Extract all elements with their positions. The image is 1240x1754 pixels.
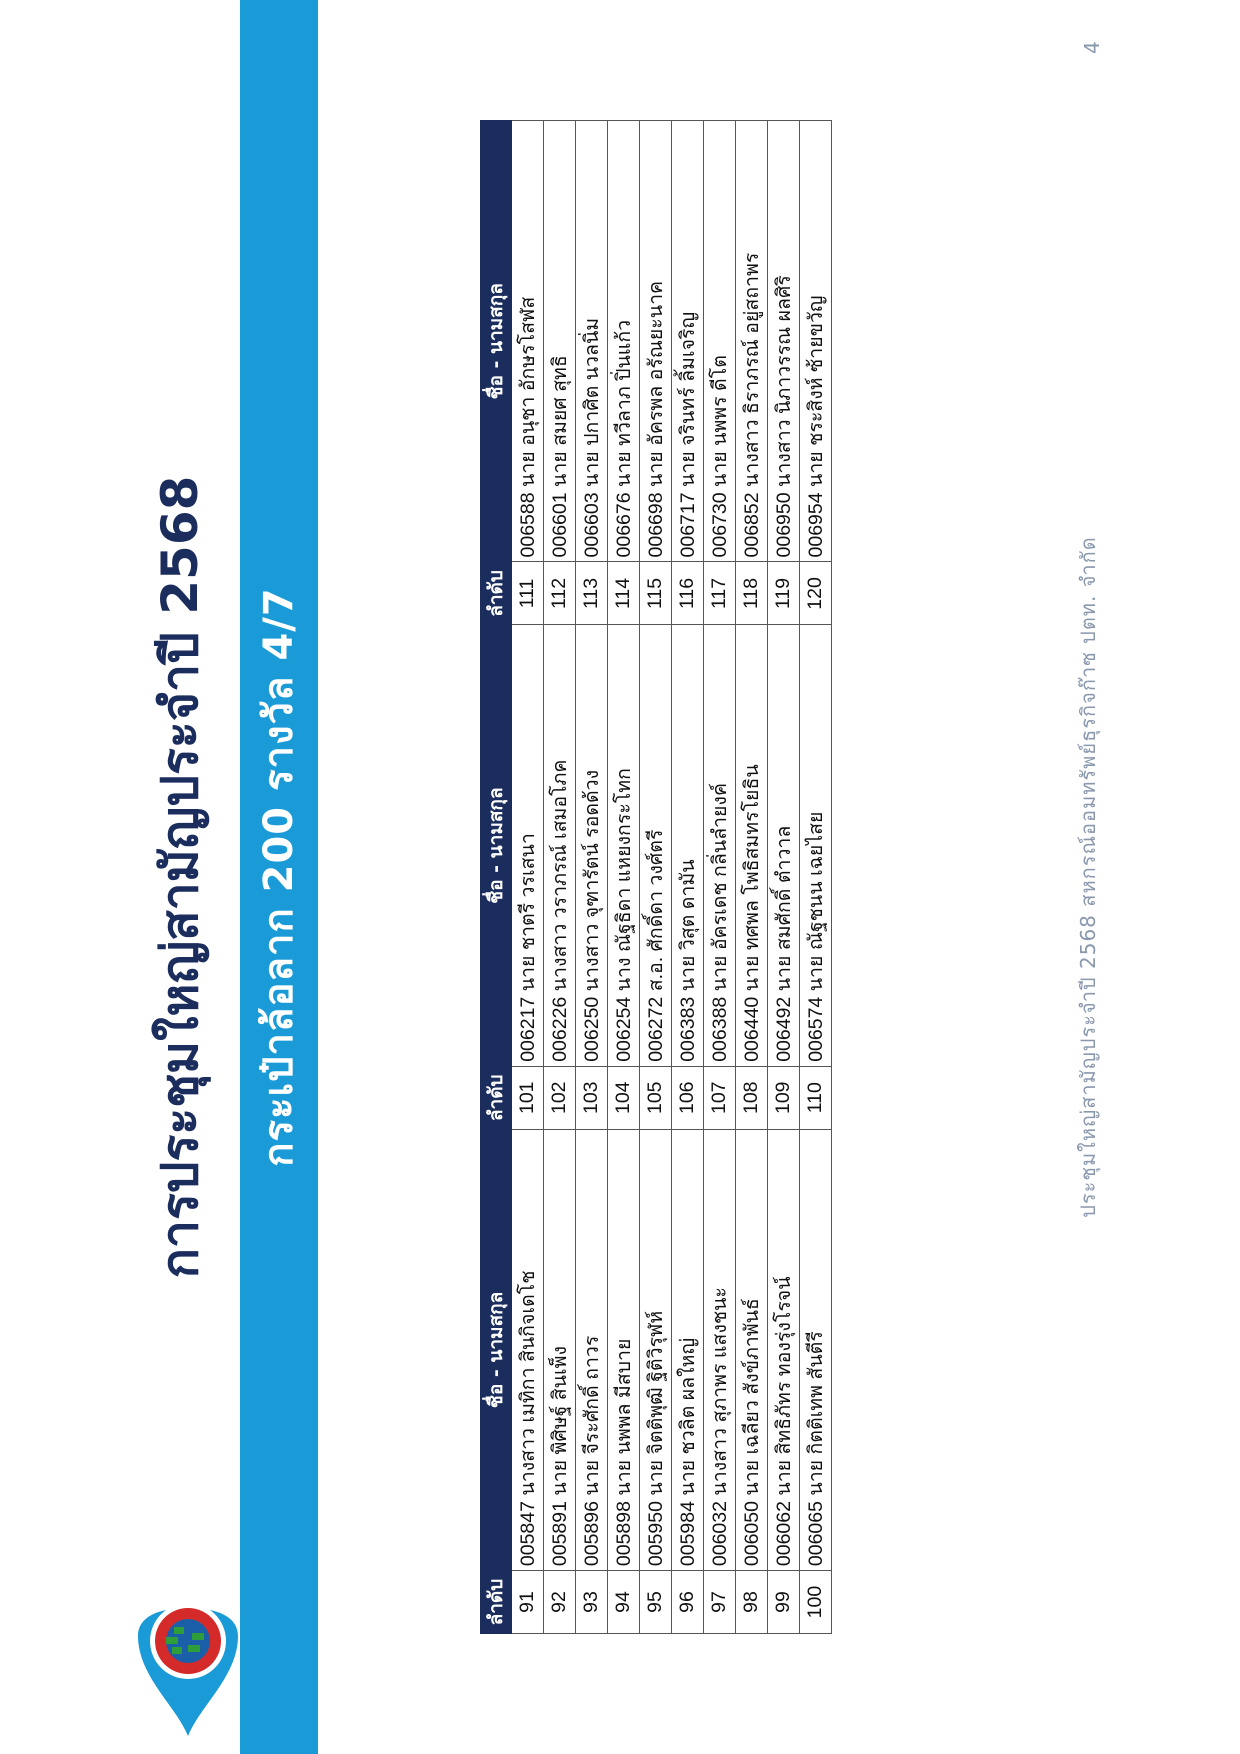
column-header-no: ลำดับ: [481, 562, 512, 625]
cell-member-name: 006217 นาย ชาตรี วรเสนา: [512, 625, 544, 1066]
cell-order-number: 118: [736, 562, 768, 625]
cell-order-number: 111: [512, 562, 544, 625]
cell-member-name: 006272 ส.อ. ศักดิ์ดา วงศ์ตรี: [640, 625, 672, 1066]
cell-order-number: 93: [576, 1571, 608, 1634]
cell-order-number: 92: [544, 1571, 576, 1634]
table-row: [704, 121, 736, 1634]
cell-order-number: 100: [800, 1571, 832, 1634]
cell-member-name: 006388 นาย อัครเดช กลิ่นลำยงค์: [704, 625, 736, 1066]
cell-member-name: 005950 นาย จิตติพุฒิ ฐิติวิรุฬห์: [640, 1129, 672, 1570]
cell-order-number: 112: [544, 562, 576, 625]
cell-member-name: 006601 นาย สมยศ สุทธิ: [544, 121, 576, 562]
cell-member-name: 006440 นาย ทศพล โพธิสมทรโยธิน: [736, 625, 768, 1066]
cell-member-name: 006950 นางสาว นิภาวรรณ ผลศิริ: [768, 121, 800, 562]
cell-order-number: 99: [768, 1571, 800, 1634]
table-header-row: [481, 121, 512, 1634]
cell-order-number: 107: [704, 1066, 736, 1129]
cell-order-number: 101: [512, 1066, 544, 1129]
table-row: [544, 121, 576, 1634]
cell-order-number: 94: [608, 1571, 640, 1634]
cell-member-name: 006717 นาย จรินทร์ ลิ้มเจริญ: [672, 121, 704, 562]
cell-order-number: 117: [704, 562, 736, 625]
table-row: [672, 121, 704, 1634]
cell-order-number: 97: [704, 1571, 736, 1634]
cell-order-number: 102: [544, 1066, 576, 1129]
page-title: การประชุมใหญ่สามัญประจำปี 2568: [151, 475, 209, 1279]
cell-order-number: 95: [640, 1571, 672, 1634]
cell-order-number: 116: [672, 562, 704, 625]
cell-member-name: 006852 นางสาว ธิราภรณ์ อยู่สถาพร: [736, 121, 768, 562]
cell-order-number: 119: [768, 562, 800, 625]
cell-member-name: 006588 นาย อนุชา อักษรโสฬส: [512, 121, 544, 562]
table-row: [576, 121, 608, 1634]
cell-member-name: 006226 นางสาว วราภรณ์ เสมอโภค: [544, 625, 576, 1066]
cell-member-name: 006254 นาง ณัฐธิดา แหยงกระโทก: [608, 625, 640, 1066]
cell-order-number: 96: [672, 1571, 704, 1634]
cell-member-name: 006050 นาย เฉลียว สังข์ภาพันธ์: [736, 1129, 768, 1570]
table-row: [768, 121, 800, 1634]
cell-order-number: 110: [800, 1066, 832, 1129]
cell-member-name: 006574 นาย ณัฐชนน เฉยไสย: [800, 625, 832, 1066]
table-row: [608, 121, 640, 1634]
cell-order-number: 115: [640, 562, 672, 625]
cell-member-name: 006383 นาย วิสุต ดามัน: [672, 625, 704, 1066]
cell-member-name: 006676 นาย ทวีลาภ ปิ่นแก้ว: [608, 121, 640, 562]
cell-member-name: 005847 นางสาว เมทิกา สินกิจเดโช: [512, 1129, 544, 1570]
cell-order-number: 103: [576, 1066, 608, 1129]
cell-order-number: 108: [736, 1066, 768, 1129]
cell-member-name: 005891 นาย พิศิษฐ์ สินเพ็ง: [544, 1129, 576, 1570]
cell-member-name: 005898 นาย นพพล มีสบาย: [608, 1129, 640, 1570]
cell-member-name: 006062 นาย สิทธิภัทร ทองรุ่งโรจน์: [768, 1129, 800, 1570]
cell-order-number: 113: [576, 562, 608, 625]
cell-member-name: 006250 นางสาว จุฑารัตน์ รอดด้วง: [576, 625, 608, 1066]
cell-member-name: 005896 นาย จีระศักดิ์ ถาวร: [576, 1129, 608, 1570]
table-row: [800, 121, 832, 1634]
cell-order-number: 98: [736, 1571, 768, 1634]
page-footer: ประชุมใหญ่สามัญประจำปี 2568 สหกรณ์ออมทรัพย์ธุรกิจก๊าซ ปตท. จำกัด: [1076, 536, 1100, 1218]
page-number: 4: [1080, 41, 1104, 54]
cell-member-name: 006603 นาย ปกาศิต นวลนิ่ม: [576, 121, 608, 562]
column-header-name: ชื่อ - นามสกุล: [481, 121, 512, 562]
winners-table: [480, 120, 832, 1634]
cell-order-number: 120: [800, 562, 832, 625]
column-header-no: ลำดับ: [481, 1571, 512, 1634]
table-row: [640, 121, 672, 1634]
cell-order-number: 105: [640, 1066, 672, 1129]
cell-member-name: 005984 นาย ชวลิต ผลใหญ่: [672, 1129, 704, 1570]
table-row: [512, 121, 544, 1634]
column-header-name: ชื่อ - นามสกุล: [481, 1129, 512, 1570]
cell-member-name: 006065 นาย กิตติเทพ สันตีรี: [800, 1129, 832, 1570]
cell-member-name: 006954 นาย ชระสิงห์ ซ้ายขวัญ: [800, 121, 832, 562]
column-header-name: ชื่อ - นามสกุล: [481, 625, 512, 1066]
cell-order-number: 104: [608, 1066, 640, 1129]
cell-order-number: 106: [672, 1066, 704, 1129]
cell-order-number: 109: [768, 1066, 800, 1129]
column-header-no: ลำดับ: [481, 1066, 512, 1129]
cell-member-name: 006032 นางสาว สุภาพร แสงชนะ: [704, 1129, 736, 1570]
cell-member-name: 006698 นาย อัครพล อรัณยะนาค: [640, 121, 672, 562]
cell-order-number: 91: [512, 1571, 544, 1634]
cell-member-name: 006730 นาย นพพร ดีโต: [704, 121, 736, 562]
cell-order-number: 114: [608, 562, 640, 625]
cell-member-name: 006492 นาย สมศักดิ์ ตำวาล: [768, 625, 800, 1066]
table-row: [736, 121, 768, 1634]
page-subtitle: กระเป๋าล้อลาก 200 รางวัล 4/7: [256, 587, 302, 1167]
